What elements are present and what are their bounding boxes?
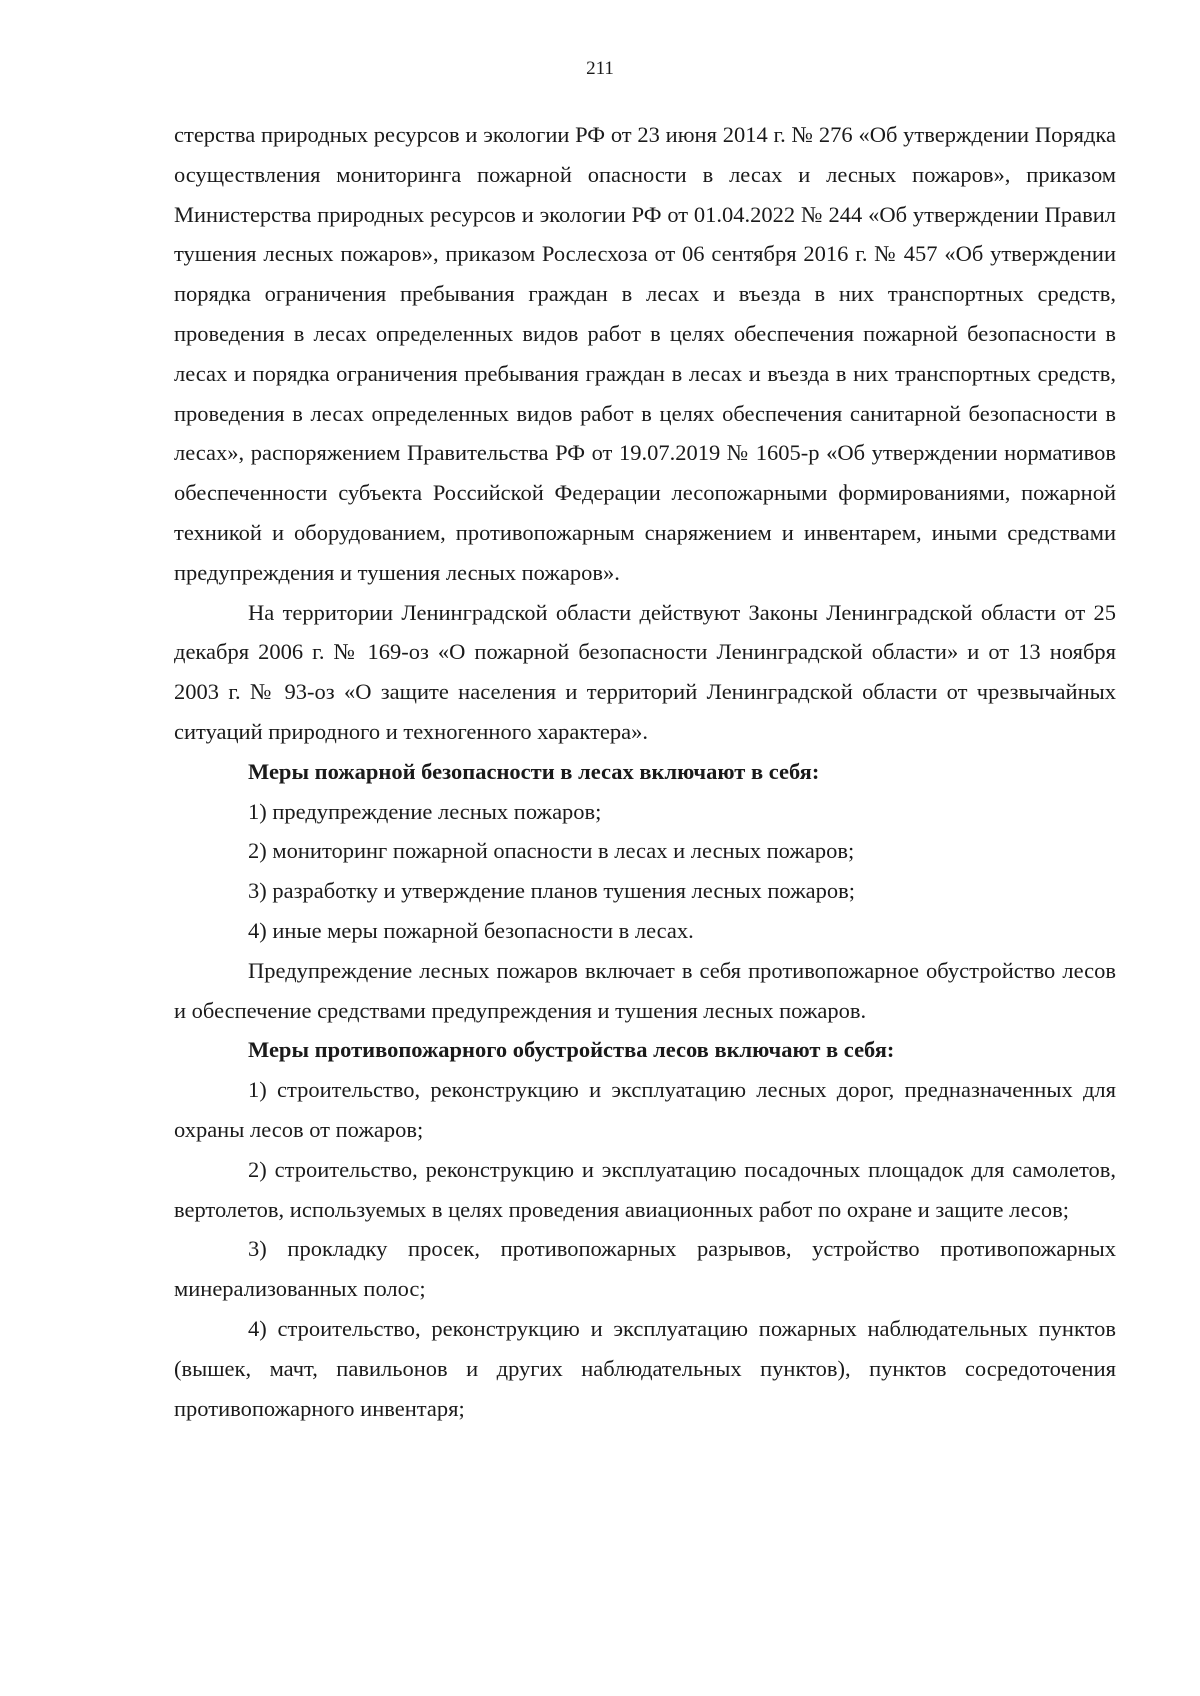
list-item: 1) предупреждение лесных пожаров; [248, 798, 602, 824]
list-item: 4) иные меры пожарной безопасности в лесах. [248, 917, 694, 943]
paragraph-continuation: стерства природных ресурсов и экологии РФ от 23 июня 2014 г. № 276 «Об утверждении Порядка осуществления мониторинга пожарной опасности в лесах и лесных пожаров», приказом Министерства природных ресурсов и экологии РФ от 01.04.2022 № 244 «Об утверждении Правил тушения лесных пожаров», приказом Рослесхоза от 06 сентября 2016 г. № 457 «Об утверждении порядка ограничения пребывания граждан в лесах и въезда в них транспортных средств, проведения в лесах определенных видов работ в целях обеспечения пожарной безопасности в лесах и порядка ограничения пребывания граждан в лесах и въезда в них транспортных средств, проведения в лесах определенных видов работ в целях обеспечения санитарной безопасности в лесах», распоряжением Правительства РФ от 19.07.2019 № 1605-р «Об утверждении нормативов обеспеченности субъекта Российской Федерации лесопожарными формированиями, пожарной техникой и оборудованием, противопожарным снаряжением и инвентарем, иными средствами предупреждения и тушения лесных пожаров». [174, 122, 1116, 585]
list-item: 1) строительство, реконструкцию и эксплуатацию лесных дорог, предназначенных для охраны лесов от пожаров; [174, 1077, 1116, 1142]
heading-fire-arrangement-measures: Меры противопожарного обустройства лесов включают в себя: [248, 1037, 895, 1063]
heading-fire-safety-measures: Меры пожарной безопасности в лесах включают в себя: [248, 758, 820, 784]
list-item: 3) прокладку просек, противопожарных разрывов, устройство противопожарных минерализованных полос; [174, 1236, 1116, 1302]
document-body [174, 115, 1116, 1428]
page-number: 211 [586, 58, 614, 79]
list-item: 2) строительство, реконструкцию и эксплуатацию посадочных площадок для самолетов, вертолетов, используемых в целях проведения авиационных работ по охране и защите лесов; [174, 1156, 1116, 1222]
list-item: 3) разработку и утверждение планов тушения лесных пожаров; [248, 878, 855, 904]
paragraph-leningrad-laws: На территории Ленинградской области действуют Законы Ленинградской области от 25 декабря 2006 г. № 169-оз «О пожарной безопасности Ленинградской области» и от 13 ноября 2003 г. № 93-оз «О защите населения и территорий Ленинградской области от чрезвычайных ситуаций природного и техногенного характера». [174, 599, 1116, 744]
list-item: 4) строительство, реконструкцию и эксплуатацию пожарных наблюдательных пунктов (вышек, мачт, павильонов и других наблюдательных пунктов), пунктов сосредоточения противопожарного инвентаря; [174, 1315, 1116, 1421]
paragraph-fire-prevention: Предупреждение лесных пожаров включает в себя противопожарное обустройство лесов и обеспечение средствами предупреждения и тушения лесных пожаров. [174, 957, 1116, 1023]
list-item: 2) мониторинг пожарной опасности в лесах и лесных пожаров; [248, 838, 855, 864]
